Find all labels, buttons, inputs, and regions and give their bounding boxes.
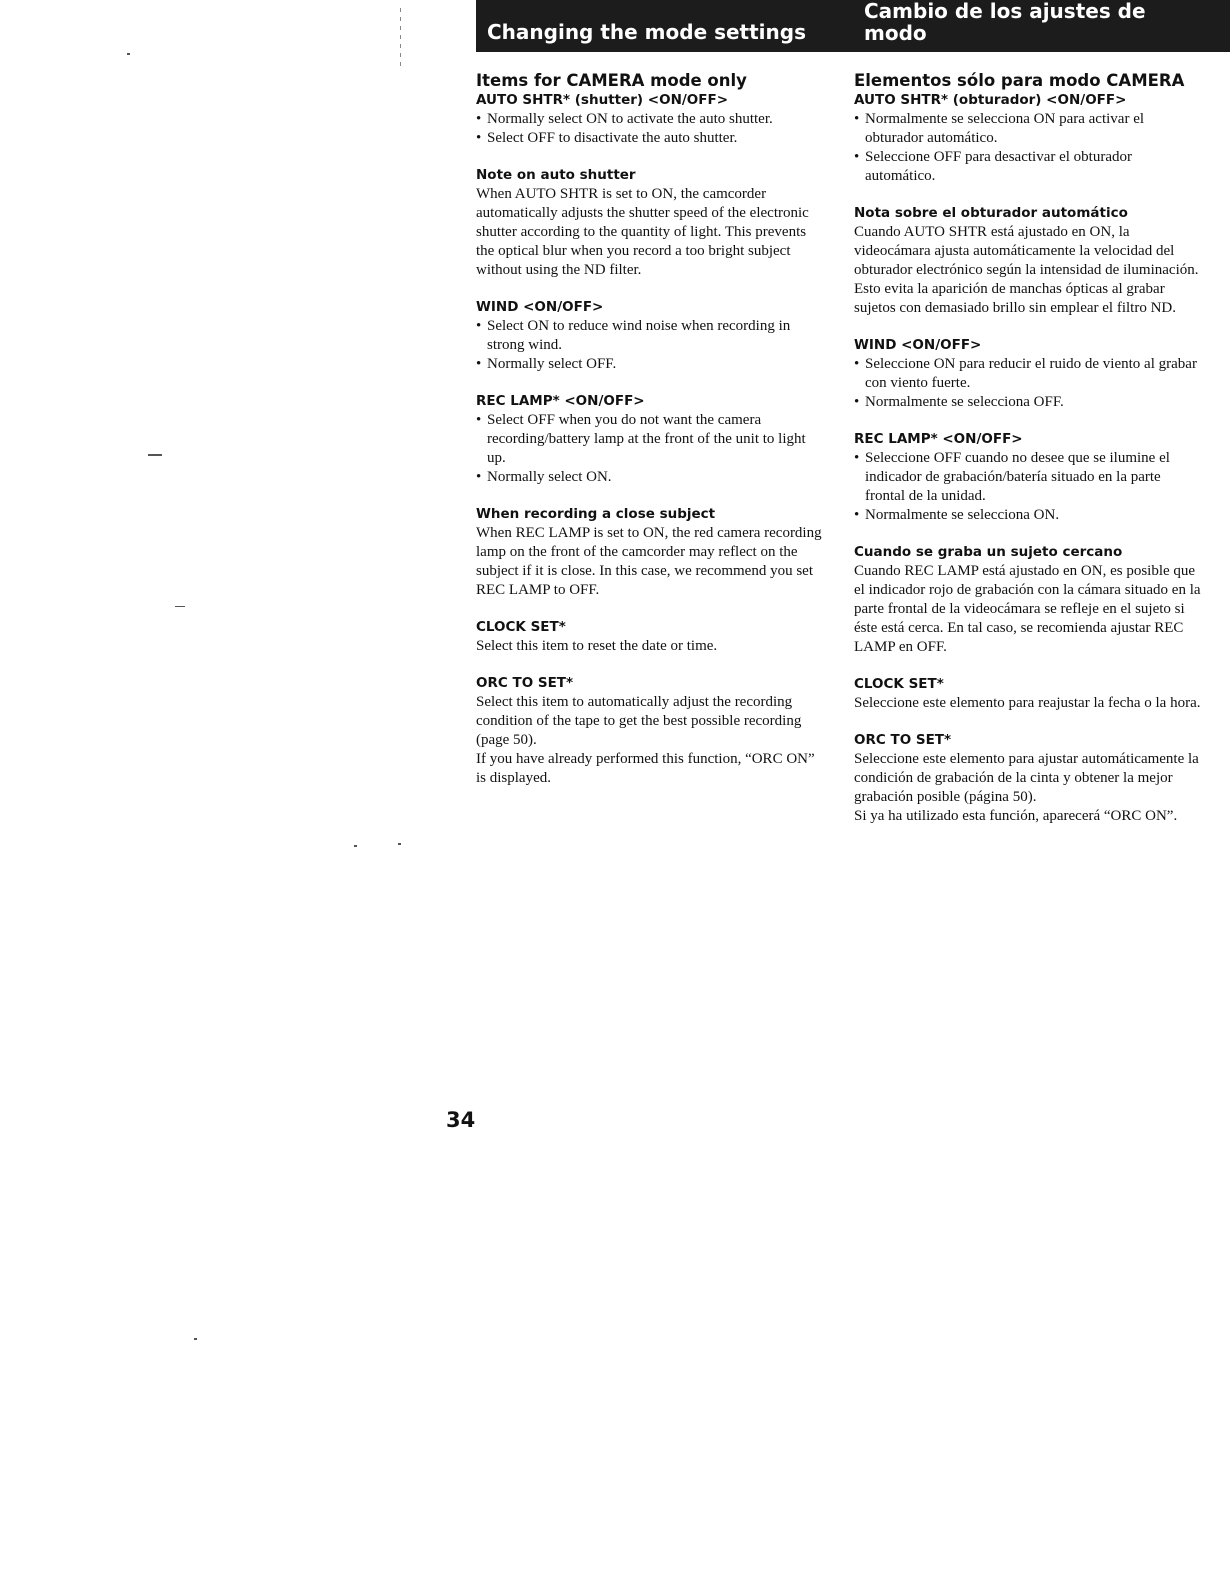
section-heading: WIND <ON/OFF>	[476, 299, 604, 315]
section	[476, 166, 828, 280]
section-heading: When recording a close subject	[476, 506, 716, 522]
bullet-item	[476, 468, 828, 487]
section-heading: Nota sobre el obturador automático	[854, 205, 1128, 221]
page-title-es: Cambio de los ajustes de modo	[864, 0, 1146, 45]
section	[476, 298, 828, 374]
scan-speck	[194, 1338, 197, 1340]
section	[854, 204, 1204, 318]
section	[476, 91, 828, 148]
bullet-text: Normally select ON.	[487, 469, 612, 485]
section-heading: AUTO SHTR* (obturador) <ON/OFF>	[854, 92, 1127, 108]
bullet-text: Normalmente se selecciona OFF.	[865, 394, 1064, 410]
body-paragraph: Si ya ha utilizado esta función, aparecerá “ORC ON”.	[854, 808, 1178, 824]
bullet-item	[854, 449, 1204, 506]
section	[476, 674, 828, 788]
bullet-text: Normalmente se selecciona ON para activar el obturador automático.	[865, 111, 1145, 146]
section-heading: Cuando se graba un sujeto cercano	[854, 544, 1123, 560]
bullet-item	[854, 148, 1204, 186]
sections-en	[476, 91, 828, 788]
body-paragraph: When AUTO SHTR is set to ON, the camcorder automatically adjusts the shutter speed of the electronic shutter according to the quantity of light. This prevents the optical blur when you record a too bright subject without using the ND filter.	[476, 186, 809, 278]
bullet-item	[854, 355, 1204, 393]
sections-es	[854, 91, 1204, 826]
section	[854, 675, 1204, 713]
section-heading: ORC TO SET*	[854, 732, 952, 748]
bullet-text: Select OFF when you do not want the camera recording/battery lamp at the front of the unit to light up.	[487, 412, 806, 466]
body-paragraph: Cuando AUTO SHTR está ajustado en ON, la videocámara ajusta automáticamente la velocidad del obturador electrónico según la intensidad de iluminación. Esto evita la aparición de manchas ópticas al grabar sujetos con demasiado brillo sin emplear el filtro ND.	[854, 224, 1199, 316]
scan-speck	[354, 845, 357, 847]
bullet-list	[854, 355, 1204, 412]
body-paragraph: When REC LAMP is set to ON, the red camera recording lamp on the front of the camcorder may reflect on the subject if it is close. In this case, we recommend you set REC LAMP to OFF.	[476, 525, 822, 598]
scan-speck	[398, 843, 401, 845]
english-column	[476, 70, 828, 806]
bullet-item	[854, 506, 1204, 525]
bullet-text: Select OFF to disactivate the auto shutter.	[487, 130, 738, 146]
bullet-text: Normally select OFF.	[487, 356, 617, 372]
bullet-list	[476, 110, 828, 148]
body-paragraph: Select this item to automatically adjust the recording condition of the tape to get the best possible recording (page 50).	[476, 694, 802, 748]
bullet-text: Normalmente se selecciona ON.	[865, 507, 1060, 523]
section-heading: Note on auto shutter	[476, 167, 636, 183]
section	[854, 731, 1204, 826]
section-heading: CLOCK SET*	[854, 676, 944, 692]
bullet-item	[476, 355, 828, 374]
page-title-en: Changing the mode settings	[487, 20, 806, 44]
section	[854, 336, 1204, 412]
section-heading: REC LAMP* <ON/OFF>	[476, 393, 645, 409]
bullet-text: Select ON to reduce wind noise when recording in strong wind.	[487, 318, 791, 353]
bullet-item	[854, 393, 1204, 412]
section	[854, 91, 1204, 186]
bullet-text: Normally select ON to activate the auto shutter.	[487, 111, 773, 127]
bullet-item	[476, 129, 828, 148]
bullet-item	[854, 110, 1204, 148]
bullet-list	[476, 411, 828, 487]
body-paragraph: Seleccione este elemento para reajustar la fecha o la hora.	[854, 695, 1201, 711]
main-heading-es: Elementos sólo para modo CAMERA	[854, 71, 1185, 90]
section	[476, 392, 828, 487]
section	[854, 430, 1204, 525]
bullet-list	[476, 317, 828, 374]
section-heading: AUTO SHTR* (shutter) <ON/OFF>	[476, 92, 729, 108]
section-heading: ORC TO SET*	[476, 675, 574, 691]
spanish-column	[854, 70, 1204, 844]
section	[476, 505, 828, 600]
bullet-list	[854, 110, 1204, 186]
section	[854, 543, 1204, 657]
page-number: 34	[446, 1108, 476, 1132]
body-paragraph: If you have already performed this function, “ORC ON” is displayed.	[476, 751, 815, 786]
scan-artifact-line	[400, 8, 401, 68]
scan-speck	[175, 606, 185, 607]
body-paragraph: Cuando REC LAMP está ajustado en ON, es posible que el indicador rojo de grabación con la cámara situado en la parte frontal de la videocámara se refleje en el sujeto si éste está cerca. En tal caso, se recomienda ajustar REC LAMP en OFF.	[854, 563, 1201, 655]
main-heading-en: Items for CAMERA mode only	[476, 71, 747, 90]
section	[476, 618, 828, 656]
section-heading: CLOCK SET*	[476, 619, 566, 635]
section-heading: REC LAMP* <ON/OFF>	[854, 431, 1023, 447]
bullet-item	[476, 411, 828, 468]
bullet-item	[476, 110, 828, 129]
bullet-text: Seleccione OFF cuando no desee que se ilumine el indicador de grabación/batería situado en la parte frontal de la unidad.	[865, 450, 1170, 504]
bullet-text: Seleccione OFF para desactivar el obturador automático.	[865, 149, 1132, 184]
bullet-text: Seleccione ON para reducir el ruido de viento al grabar con viento fuerte.	[865, 356, 1197, 391]
section-heading: WIND <ON/OFF>	[854, 337, 982, 353]
scan-speck	[127, 53, 130, 55]
bullet-item	[476, 317, 828, 355]
body-paragraph: Seleccione este elemento para ajustar automáticamente la condición de grabación de la cinta y obtener la mejor grabación posible (página 50).	[854, 751, 1199, 805]
bullet-list	[854, 449, 1204, 525]
scan-speck	[148, 454, 162, 456]
body-paragraph: Select this item to reset the date or time.	[476, 638, 718, 654]
